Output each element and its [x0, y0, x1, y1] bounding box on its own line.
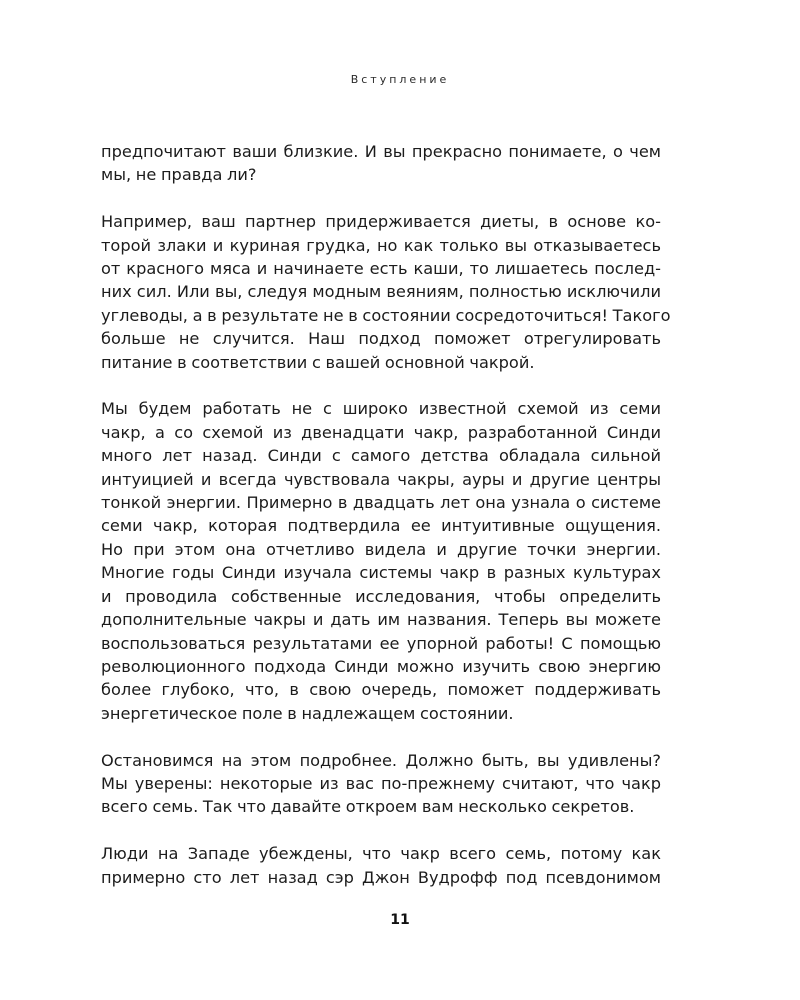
text-line: интуицией и всегда чувствовала чакры, ауры и другие центры — [101, 469, 661, 489]
paragraph — [101, 397, 661, 725]
text-line: питание в соответствии с вашей основной чакрой. — [101, 352, 535, 372]
text-line: более глубоко, что, в свою очередь, поможет поддерживать — [101, 680, 661, 700]
text-line: Многие годы Синди изучала системы чакр в разных культурах — [101, 563, 661, 583]
text-line: революционного подхода Синди можно изучить свою энергию — [101, 656, 661, 676]
paragraph — [101, 842, 661, 889]
text-line: предпочитают ваши близкие. И вы прекрасно понимаете, о чем — [101, 142, 661, 161]
paragraph — [101, 140, 661, 187]
running-head: Вступление — [350, 73, 450, 86]
text-line: Например, ваш партнер придерживается диеты, в основе ко- — [101, 212, 661, 232]
text-line: мы, не правда ли? — [101, 165, 257, 185]
text-line: тонкой энергии. Примерно в двадцать лет она узнала о системе — [101, 493, 661, 513]
text-line: и проводила собственные исследования, чтобы определить — [101, 586, 661, 606]
body-text — [101, 140, 671, 912]
text-line: Но при этом она отчетливо видела и другие точки энергии. — [101, 539, 661, 559]
text-line: углеводы, а в результате не в состоянии сосредоточиться! Такого — [101, 305, 671, 325]
page-number: 11 — [390, 912, 410, 928]
paragraph — [101, 210, 671, 374]
text-line: чакр, а со схемой из двенадцати чакр, разработанной Синди — [101, 422, 661, 442]
text-line: Мы будем работать не с широко известной схемой из семи — [101, 399, 661, 419]
text-line: семи чакр, которая подтвердила ее интуитивные ощущения. — [101, 516, 661, 536]
text-line: примерно сто лет назад сэр Джон Вудрофф под псевдонимом — [101, 867, 661, 887]
text-line: них сил. Или вы, следуя модным веяниям, полностью исключили — [101, 282, 661, 302]
text-line: всего семь. Так что давайте откроем вам несколько секретов. — [101, 797, 635, 817]
text-line: дополнительные чакры и дать им названия. Теперь вы можете — [101, 610, 661, 630]
text-line: торой злаки и куриная грудка, но как только вы отказываетесь — [101, 235, 661, 255]
text-line: Люди на Западе убеждены, что чакр всего семь, потому как — [101, 844, 661, 864]
text-line: от красного мяса и начинаете есть каши, то лишаетесь послед- — [101, 259, 661, 279]
text-line: Остановимся на этом подробнее. Должно быть, вы удивлены? — [101, 750, 661, 770]
text-line: воспользоваться результатами ее упорной работы! С помощью — [101, 633, 661, 653]
text-line: энергетическое поле в надлежащем состоянии. — [101, 703, 514, 723]
text-line: много лет назад. Синди с самого детства обладала сильной — [101, 446, 661, 466]
paragraph — [101, 749, 661, 819]
text-line: больше не случится. Наш подход поможет отрегулировать — [101, 329, 661, 349]
text-line: Мы уверены: некоторые из вас по-прежнему считают, что чакр — [101, 773, 661, 793]
